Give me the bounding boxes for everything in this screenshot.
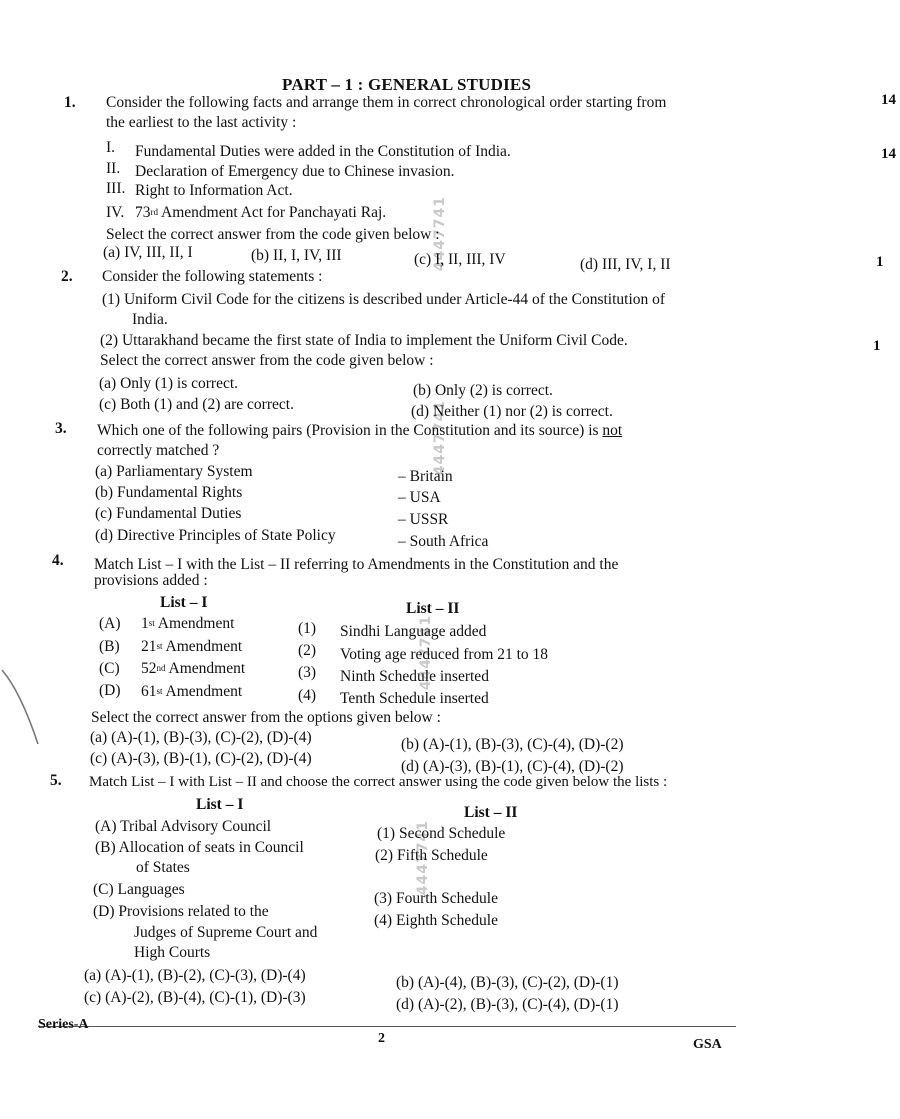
question-stem: correctly matched ? <box>97 442 220 459</box>
pair-label: (c) Fundamental Duties <box>95 505 242 522</box>
margin-number: 14 <box>881 92 896 108</box>
item-text: Fundamental Duties were added in the Constitution of India. <box>135 143 511 160</box>
question-stem <box>97 422 622 440</box>
amendment-ord: 52 <box>141 660 157 677</box>
option-b: (b) Only (2) is correct. <box>413 382 553 399</box>
item-text: Right to Information Act. <box>135 182 293 199</box>
item-roman: II. <box>106 160 121 177</box>
list-key: (D) <box>99 682 121 699</box>
statement-1-cont: India. <box>132 311 168 328</box>
item-text: Declaration of Emergency due to Chinese invasion. <box>135 163 455 180</box>
item-text: 73rd Amendment Act for Panchayati Raj. <box>135 204 387 221</box>
option-d: (d) III, IV, I, II <box>580 256 671 273</box>
question-number: 2. <box>61 268 73 285</box>
amendment-sup: st <box>156 686 163 696</box>
amendment-rest: Amendment <box>162 638 243 655</box>
list-2-heading: List – II <box>406 600 460 617</box>
page-number: 2 <box>378 1031 385 1046</box>
option-a: (a) (A)-(1), (B)-(2), (C)-(3), (D)-(4) <box>84 967 306 984</box>
watermark: 4447741 <box>432 196 448 272</box>
list-number: (1) <box>298 620 317 637</box>
question-number: 5. <box>50 772 62 789</box>
pair-source: – USA <box>398 489 441 506</box>
amendment-rest: Amendment <box>154 615 235 632</box>
question-stem: Consider the following statements : <box>102 268 323 285</box>
list-value: Sindhi Language added <box>340 623 487 640</box>
option-a: (a) (A)-(1), (B)-(3), (C)-(2), (D)-(4) <box>90 729 312 746</box>
footer-rule <box>38 1026 736 1027</box>
list-2-heading: List – II <box>464 804 518 821</box>
question-number: 1. <box>64 94 76 111</box>
list-2-item: (3) Fourth Schedule <box>374 890 498 907</box>
option-b: (b) II, I, IV, III <box>251 247 342 264</box>
option-c: (c) (A)-(3), (B)-(1), (C)-(2), (D)-(4) <box>90 750 312 767</box>
list-key: (C) <box>99 660 120 677</box>
underlined-not: not <box>602 422 623 439</box>
amendment-ord: 21 <box>141 638 157 655</box>
option-d: (d) (A)-(2), (B)-(3), (C)-(4), (D)-(1) <box>396 996 619 1013</box>
list-key: (B) <box>99 638 120 655</box>
list-1-item: (C) Languages <box>93 881 185 898</box>
statement-2: (2) Uttarakhand became the first state of India to implement the Uniform Civil Code. <box>100 332 628 349</box>
series-label: Series-A <box>38 1017 89 1032</box>
amendment-sup: nd <box>156 663 166 673</box>
pair-source: – South Africa <box>398 533 489 550</box>
pair-source: – Britain <box>398 468 453 485</box>
question-stem-text: Which one of the following pairs (Provision in the Constitution and its source) is <box>97 422 603 439</box>
list-1-item-cont: High Courts <box>134 944 211 961</box>
option-d: (d) Neither (1) nor (2) is correct. <box>411 403 613 420</box>
list-value: Voting age reduced from 21 to 18 <box>340 646 549 663</box>
amendment <box>141 683 242 701</box>
question-number: 3. <box>55 420 67 437</box>
list-2-item: (1) Second Schedule <box>377 825 506 842</box>
question-stem: Match List – I with List – II and choose the correct answer using the code given below the lists : <box>89 774 668 790</box>
question-stem: provisions added : <box>94 572 208 589</box>
margin-number: 1 <box>873 338 881 354</box>
margin-number: 1 <box>876 254 884 270</box>
option-b: (b) (A)-(1), (B)-(3), (C)-(4), (D)-(2) <box>401 736 624 753</box>
list-2-item: (4) Eighth Schedule <box>374 912 498 929</box>
list-1-heading: List – I <box>196 796 244 813</box>
pair-label: (a) Parliamentary System <box>95 463 253 480</box>
paper-code: GSA <box>693 1037 722 1052</box>
instruction: Select the correct answer from the code given below : <box>100 352 434 369</box>
list-2-item: (2) Fifth Schedule <box>375 847 488 864</box>
question-stem: Match List – I with the List – II referring to Amendments in the Constitution and the <box>94 556 619 573</box>
amendment-ord: 61 <box>141 683 157 700</box>
margin-number: 14 <box>881 146 896 162</box>
list-key: (A) <box>99 615 121 632</box>
page-heading: PART – 1 : GENERAL STUDIES <box>282 75 532 94</box>
option-c: (c) Both (1) and (2) are correct. <box>99 396 294 413</box>
list-1-item: (D) Provisions related to the <box>93 903 269 920</box>
item-roman: III. <box>106 180 126 197</box>
list-value: Ninth Schedule inserted <box>340 668 489 685</box>
list-1-heading: List – I <box>160 594 208 611</box>
list-1-item-cont: of States <box>136 859 190 876</box>
question-number: 4. <box>52 552 64 569</box>
list-1-item: (B) Allocation of seats in Council <box>95 839 304 856</box>
amendment <box>141 660 245 678</box>
watermark: 4447741 <box>432 400 448 476</box>
question-stem: Consider the following facts and arrange them in correct chronological order starting from <box>106 94 667 111</box>
statement-1: (1) Uniform Civil Code for the citizens is described under Article-44 of the Constitution of <box>102 291 666 308</box>
option-d: (d) (A)-(3), (B)-(1), (C)-(4), (D)-(2) <box>401 758 624 775</box>
instruction: Select the correct answer from the code given below : <box>106 226 440 243</box>
amendment <box>141 615 234 633</box>
option-c: (c) (A)-(2), (B)-(4), (C)-(1), (D)-(3) <box>84 989 306 1006</box>
item-roman: I. <box>106 139 116 156</box>
list-number: (3) <box>298 664 317 681</box>
amendment-ord: 1 <box>141 615 149 632</box>
question-stem: the earliest to the last activity : <box>106 114 297 131</box>
pair-source: – USSR <box>398 511 449 528</box>
amendment-rest: Amendment <box>165 660 246 677</box>
list-1-item: (A) Tribal Advisory Council <box>95 818 272 835</box>
pen-mark <box>0 668 42 748</box>
amendment-sup: st <box>148 618 155 628</box>
list-number: (4) <box>298 687 317 704</box>
pair-label: (b) Fundamental Rights <box>95 484 243 501</box>
pair-label: (d) Directive Principles of State Policy <box>95 527 336 544</box>
watermark: 4447741 <box>415 820 431 896</box>
amendment-sup: st <box>156 641 163 651</box>
instruction: Select the correct answer from the options given below : <box>91 709 441 726</box>
watermark: 4447741 <box>418 615 434 691</box>
option-a: (a) Only (1) is correct. <box>99 375 239 392</box>
list-value: Tenth Schedule inserted <box>340 690 489 707</box>
option-a: (a) IV, III, II, I <box>103 244 193 261</box>
option-b: (b) (A)-(4), (B)-(3), (C)-(2), (D)-(1) <box>396 974 619 991</box>
list-1-item-cont: Judges of Supreme Court and <box>134 924 318 941</box>
item-roman: IV. <box>106 204 125 221</box>
option-c: (c) I, II, III, IV <box>414 251 506 268</box>
amendment <box>141 638 242 656</box>
list-number: (2) <box>298 642 317 659</box>
amendment-rest: Amendment <box>162 683 243 700</box>
